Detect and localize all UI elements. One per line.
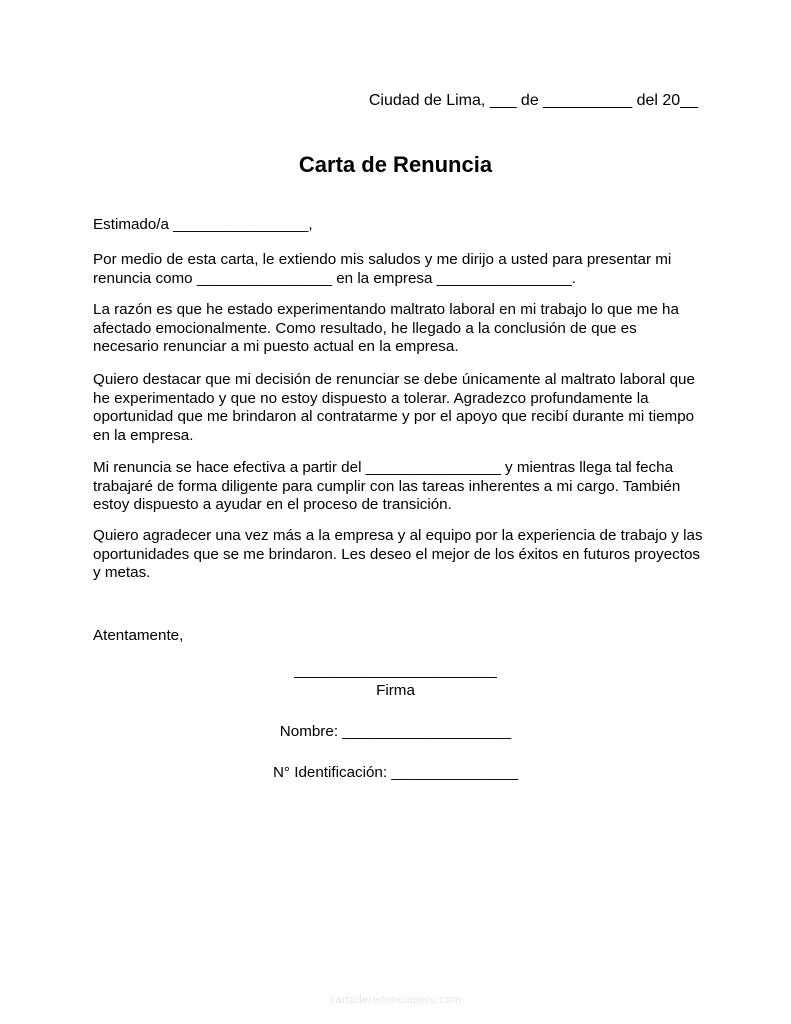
date-line: Ciudad de Lima, ___ de __________ del 20__ — [368, 92, 698, 109]
name-field: Nombre: ____________________ — [279, 723, 512, 740]
watermark: cartaderenunciaperu.com — [329, 994, 462, 1006]
paragraph-thanks: Quiero agradecer una vez más a la empresa y al equipo por la experiencia de trabajo y las oportunidades que se me brindaron. Les deseo el mejor de los éxitos en futuros proyectos y metas. — [93, 527, 703, 581]
signature-line: ________________________ — [294, 662, 497, 679]
paragraph-reason: La razón es que he estado experimentando maltrato laboral en mi trabajo lo que me ha afectado emocionalmente. Como resultado, he llegado a la conclusión de que es necesario renunciar a mi puesto actual en la empresa. — [93, 301, 679, 355]
closing: Atentamente, — [93, 627, 184, 644]
paragraph-effective-date: Mi renuncia se hace efectiva a partir del ________________ y mientras llega tal fecha trabajaré de forma diligente para cumplir con las tareas inherentes a mi cargo. También estoy dispuesto a ayudar en el proceso de transición. — [93, 459, 681, 513]
paragraph-intro: Por medio de esta carta, le extiendo mis saludos y me dirijo a usted para presentar mi renuncia como ________________ en la empresa ________________. — [93, 251, 672, 287]
id-field: N° Identificación: _______________ — [272, 764, 519, 781]
greeting: Estimado/a ________________, — [93, 216, 313, 233]
paragraph-gratitude: Quiero destacar que mi decisión de renunciar se debe únicamente al maltrato laboral que he experimentado y que no estoy dispuesto a tolerar. Agradezco profundamente la oportunidad que me brindaron al contratarme y por el apoyo que recibí durante mi tiempo en la empresa. — [93, 371, 695, 444]
document-title: Carta de Renuncia — [298, 152, 493, 177]
signature-label: Firma — [376, 682, 415, 699]
